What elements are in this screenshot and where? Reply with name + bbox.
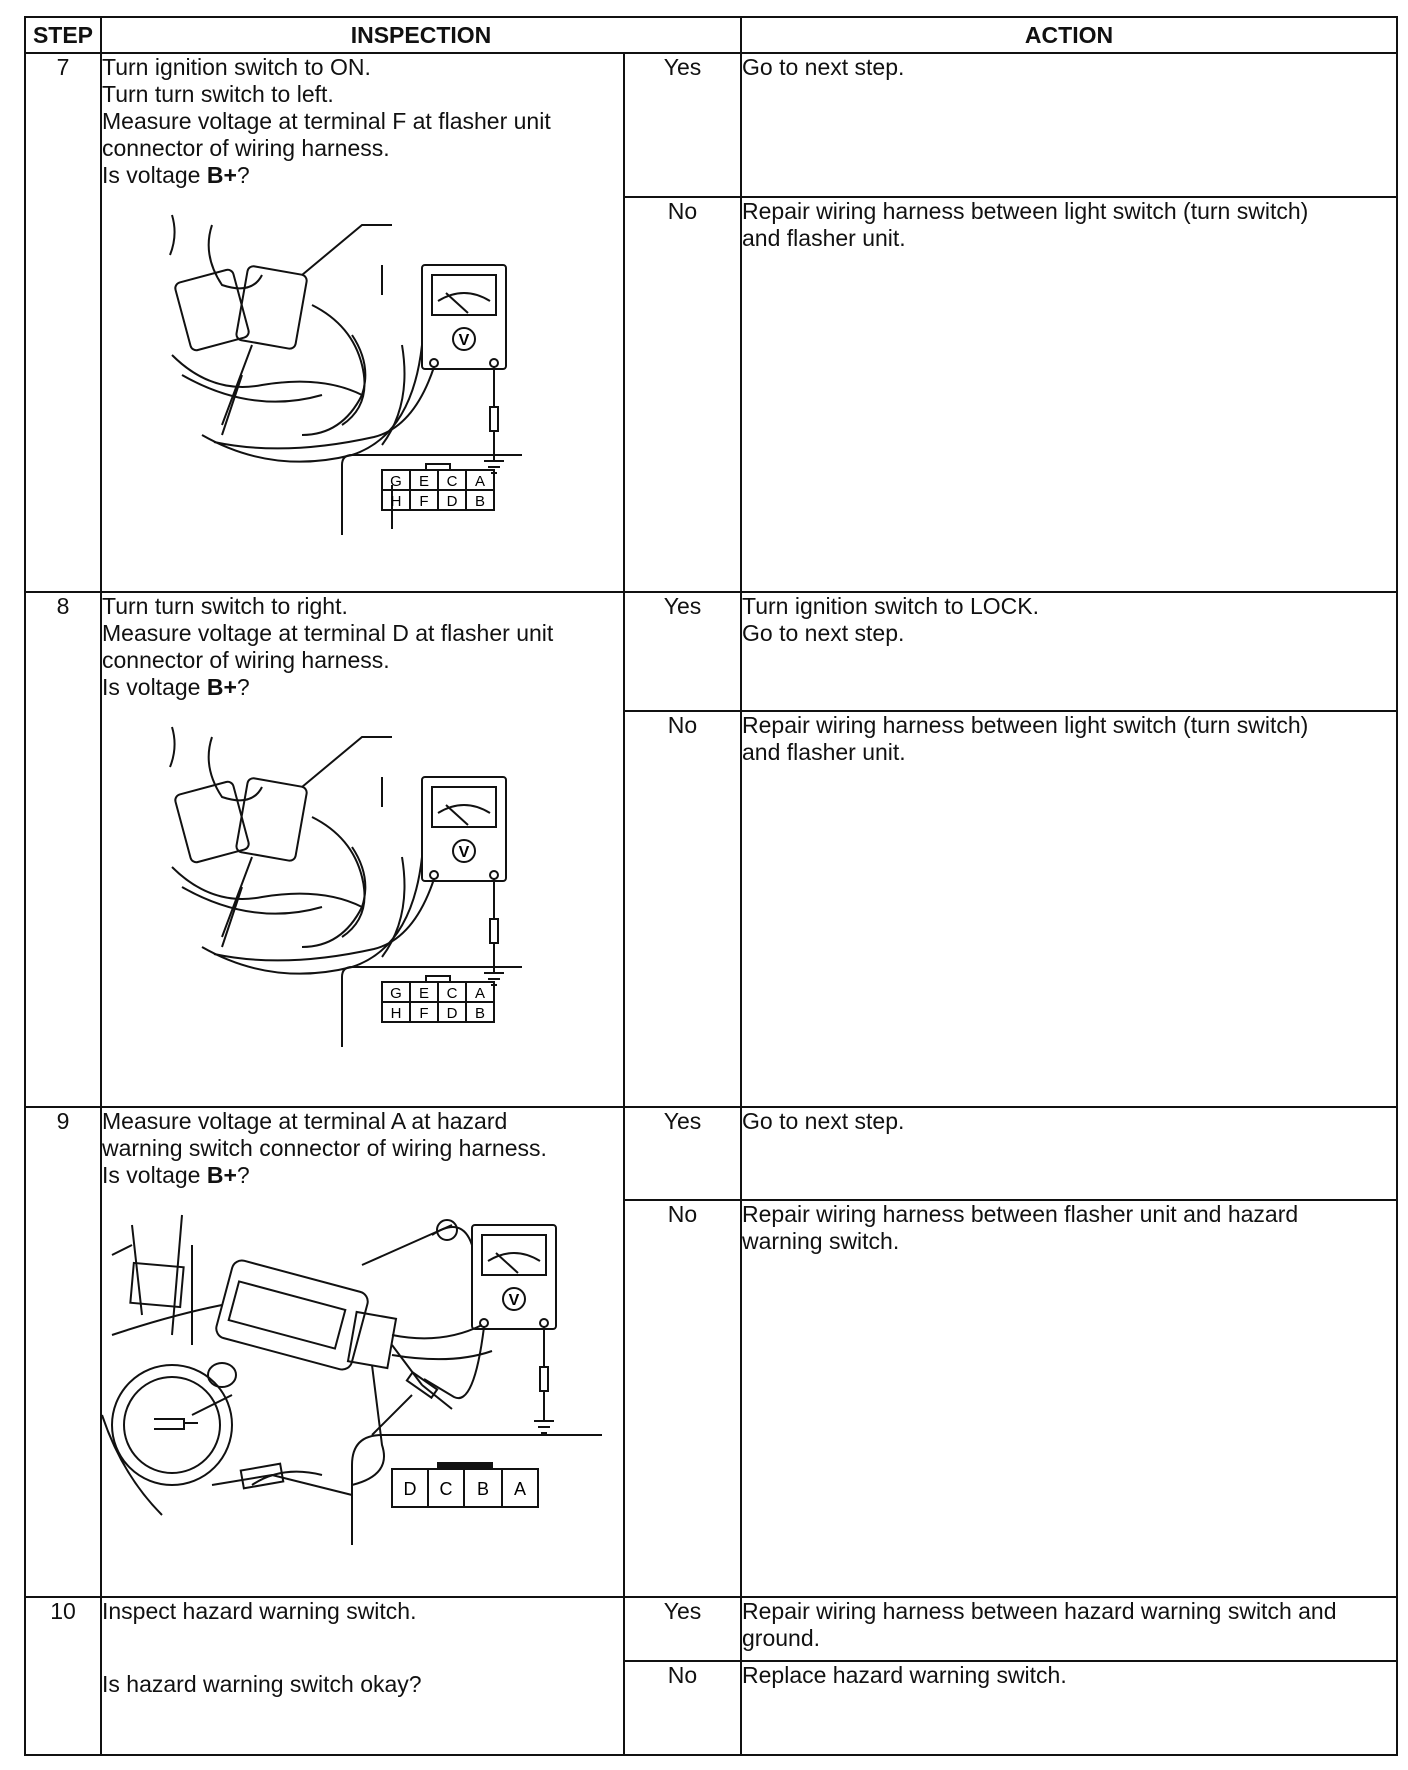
table-row [25, 53, 1397, 197]
action-line: and flasher unit. [742, 225, 906, 252]
no-label: No [624, 197, 741, 592]
table-row [25, 1597, 1397, 1661]
no-action [741, 1200, 1397, 1597]
inspection-line: Measure voltage at terminal D at flasher unit [102, 620, 554, 647]
yes-label: Yes [624, 53, 741, 197]
table-row [25, 1107, 1397, 1199]
connector-pin: E [418, 985, 430, 1003]
connector-pin: G [390, 473, 402, 491]
connector-pin: D [403, 1479, 417, 1500]
connector-pin: B [474, 493, 486, 511]
action-line: ground. [742, 1624, 821, 1651]
header-row [25, 17, 1397, 53]
connector-pin: A [474, 985, 486, 1003]
yes-action [741, 1107, 1397, 1199]
meter-label: V [508, 1292, 520, 1310]
action-line: warning switch. [742, 1227, 900, 1254]
action-line: Repair wiring harness between hazard warning switch and [742, 1597, 1337, 1624]
no-action [741, 197, 1397, 592]
action-line: Replace hazard warning switch. [742, 1661, 1067, 1688]
yes-action [741, 592, 1397, 710]
connector-pin: D [446, 493, 458, 511]
yes-label: Yes [624, 592, 741, 710]
connector-pin: C [446, 473, 458, 491]
connector-pin: F [419, 1005, 429, 1023]
connector-pin: B [474, 1005, 486, 1023]
connector-pin: E [418, 473, 430, 491]
connector-grid [392, 1463, 538, 1507]
connector-pin: B [476, 1479, 490, 1500]
connector-pin: C [439, 1479, 453, 1500]
connector-pin: D [446, 1005, 458, 1023]
inspection-line: Turn turn switch to left. [102, 81, 334, 108]
flasher-connector-illustration [142, 205, 623, 535]
inspection-table [24, 16, 1398, 1756]
flasher-connector-illustration [142, 717, 623, 1047]
hazard-switch-illustration [102, 1205, 623, 1545]
meter-label: V [458, 332, 470, 350]
inspection-question: Is voltage B+? [102, 1162, 250, 1189]
inspection-question: Is voltage B+? [102, 162, 250, 189]
step-number: 9 [25, 1107, 101, 1596]
inspection-line: Measure voltage at terminal F at flasher unit [102, 108, 551, 135]
step-number: 7 [25, 53, 101, 592]
connector-pin: C [446, 985, 458, 1003]
table-row [25, 592, 1397, 710]
inspection-line: Inspect hazard warning switch. [102, 1597, 417, 1624]
action-line: Turn ignition switch to LOCK. [742, 593, 1040, 620]
no-action [741, 711, 1397, 1108]
action-line: Go to next step. [742, 620, 905, 647]
action-line: Repair wiring harness between light switch (turn switch) [742, 711, 1309, 738]
inspection-cell [101, 1107, 624, 1596]
connector-grid [382, 464, 494, 510]
inspection-line: warning switch connector of wiring harness. [102, 1135, 547, 1162]
connector-pin: H [390, 1005, 402, 1023]
inspection-line: Measure voltage at terminal A at hazard [102, 1108, 508, 1135]
yes-label: Yes [624, 1107, 741, 1199]
inspection-question: Is hazard warning switch okay? [102, 1670, 422, 1697]
action-line: Go to next step. [742, 1108, 905, 1135]
header-action: ACTION [741, 17, 1397, 53]
yes-action [741, 1597, 1397, 1661]
connector-pin: H [390, 493, 402, 511]
connector-pin: F [419, 493, 429, 511]
inspection-cell [101, 1597, 624, 1755]
header-step: STEP [25, 17, 101, 53]
meter-label: V [458, 844, 470, 862]
inspection-line: Turn turn switch to right. [102, 593, 348, 620]
inspection-line: connector of wiring harness. [102, 135, 390, 162]
no-action [741, 1661, 1397, 1755]
no-label: No [624, 1661, 741, 1755]
inspection-cell [101, 592, 624, 1107]
yes-label: Yes [624, 1597, 741, 1661]
action-line: Repair wiring harness between flasher unit and hazard [742, 1200, 1299, 1227]
connector-pin: G [390, 985, 402, 1003]
action-line: Repair wiring harness between light switch (turn switch) [742, 198, 1309, 225]
no-label: No [624, 711, 741, 1108]
inspection-question: Is voltage B+? [102, 674, 250, 701]
step-number: 10 [25, 1597, 101, 1755]
connector-pin: A [513, 1479, 527, 1500]
inspection-cell [101, 53, 624, 592]
connector-pin: A [474, 473, 486, 491]
action-line: Go to next step. [742, 54, 905, 81]
action-line: and flasher unit. [742, 738, 906, 765]
header-inspection: INSPECTION [101, 17, 741, 53]
yes-action [741, 53, 1397, 197]
step-number: 8 [25, 592, 101, 1107]
no-label: No [624, 1200, 741, 1597]
connector-grid [382, 976, 494, 1022]
inspection-line: connector of wiring harness. [102, 647, 390, 674]
inspection-line: Turn ignition switch to ON. [102, 54, 371, 81]
